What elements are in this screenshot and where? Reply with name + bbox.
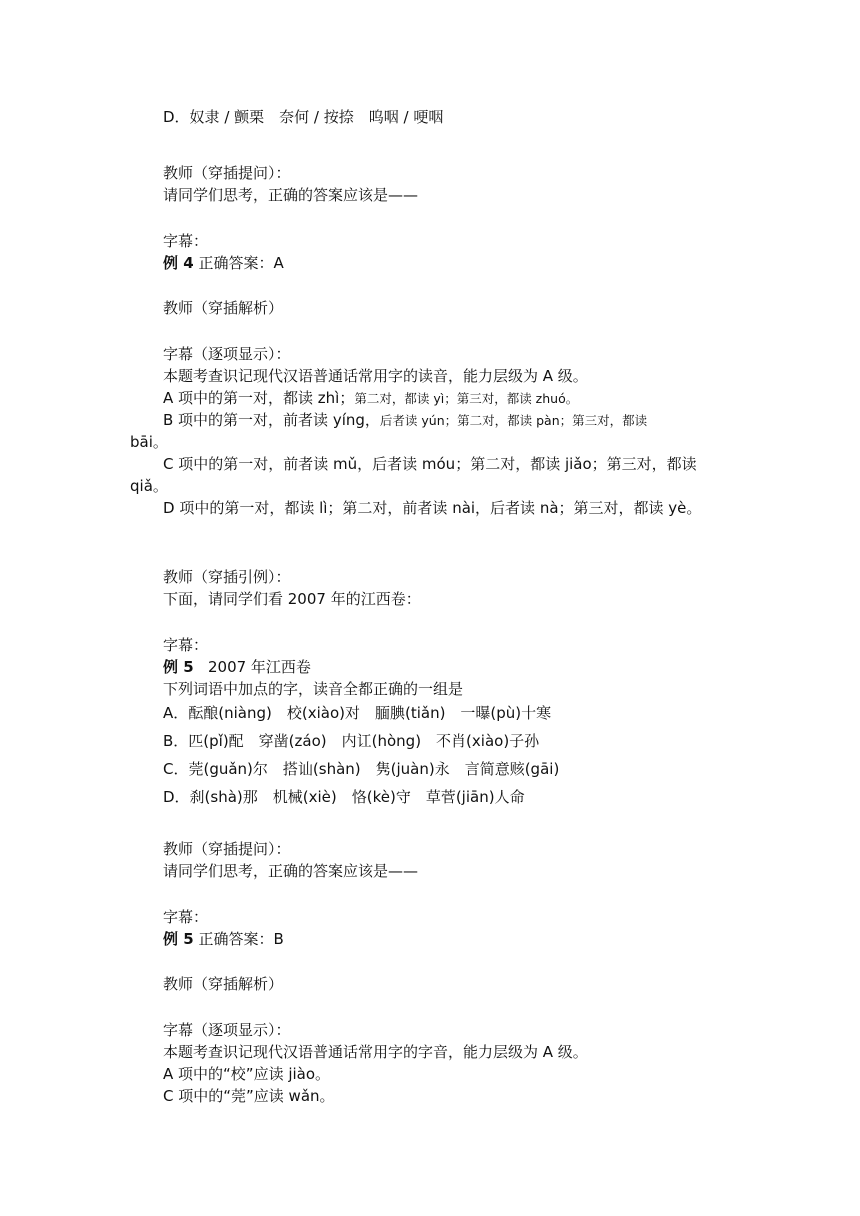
example-5-source: 2007 年江西卷: [207, 658, 311, 676]
example-4-answer-text: 正确答案：A: [198, 254, 284, 272]
example-5-heading: [163, 656, 311, 678]
example-4-answer: [163, 252, 284, 274]
analysis-b-part2: 后者读 yún；第二对，都读 pàn；第三对，都读: [379, 413, 648, 428]
example-5-answer-text: 正确答案：B: [198, 930, 284, 948]
question-prompt: 请同学们思考，正确的答案应该是——: [163, 186, 419, 204]
analysis-b-part1: B 项中的第一对，前者读 yíng，: [163, 411, 380, 429]
example-5-stem: 下列词语中加点的字，读音全都正确的一组是: [163, 680, 464, 698]
teacher-question-label-2: 教师（穿插提问）：: [163, 840, 291, 858]
analysis-2-option-c: C 项中的“莞”应读 wǎn。: [163, 1087, 335, 1105]
caption-stepwise-label: 字幕（逐项显示）：: [163, 345, 291, 363]
example-4-label: 例 4: [163, 254, 194, 272]
example-5-option-b: B．匹(pǐ)配 穿凿(záo) 内讧(hòng) 不肖(xiào)子孙: [163, 732, 540, 750]
example-intro: 下面，请同学们看 2007 年的江西卷：: [163, 590, 421, 608]
analysis-option-a: [163, 387, 578, 410]
caption-label-3: 字幕：: [163, 908, 209, 926]
analysis-2-option-a: A 项中的“校”应读 jiào。: [163, 1065, 331, 1083]
analysis-option-b: [163, 409, 647, 432]
caption-label-2: 字幕：: [163, 636, 209, 654]
example-5-answer-label: 例 5: [163, 930, 194, 948]
analysis-a-part1: A 项中的第一对，都读 zhì；: [163, 389, 355, 407]
teacher-question-label: 教师（穿插提问）：: [163, 164, 291, 182]
example-5-option-d: D．刹(shà)那 机械(xiè) 恪(kè)守 草菅(jiān)人命: [163, 788, 525, 806]
example-5-label: 例 5: [163, 658, 194, 676]
teacher-analysis-label: 教师（穿插解析）: [163, 299, 284, 317]
teacher-analysis-label-2: 教师（穿插解析）: [163, 975, 284, 993]
question-prompt-2: 请同学们思考，正确的答案应该是——: [163, 862, 419, 880]
example-5-option-a: A．酝酿(niàng) 校(xiào)对 腼腆(tiǎn) 一曝(pù)十寒: [163, 704, 552, 722]
analysis-intro-2: 本题考查识记现代汉语普通话常用字的字音，能力层级为 A 级。: [163, 1043, 588, 1061]
analysis-option-c: C 项中的第一对，前者读 mǔ，后者读 móu；第二对，都读 jiǎo；第三对，都读 qiǎ。: [130, 455, 697, 495]
caption-label: 字幕：: [163, 232, 209, 250]
teacher-example-label: 教师（穿插引例）：: [163, 568, 291, 586]
analysis-intro: 本题考查识记现代汉语普通话常用字的读音，能力层级为 A 级。: [163, 367, 588, 385]
example-5-option-c: C．莞(guǎn)尔 搭讪(shàn) 隽(juàn)永 言简意赅(gāi): [163, 760, 560, 778]
caption-stepwise-label-2: 字幕（逐项显示）：: [163, 1021, 291, 1039]
analysis-option-d: D 项中的第一对，都读 lì；第二对，前者读 nài，后者读 nà；第三对，都读 yè。: [163, 499, 702, 517]
option-d-line: D．奴隶 / 颤栗 奈何 / 按捺 呜咽 / 哽咽: [163, 108, 444, 126]
analysis-a-part2: 第二对，都读 yì；第三对，都读 zhuó。: [354, 391, 579, 406]
example-5-answer: [163, 928, 284, 950]
analysis-option-b-cont: bāi。: [130, 433, 168, 451]
